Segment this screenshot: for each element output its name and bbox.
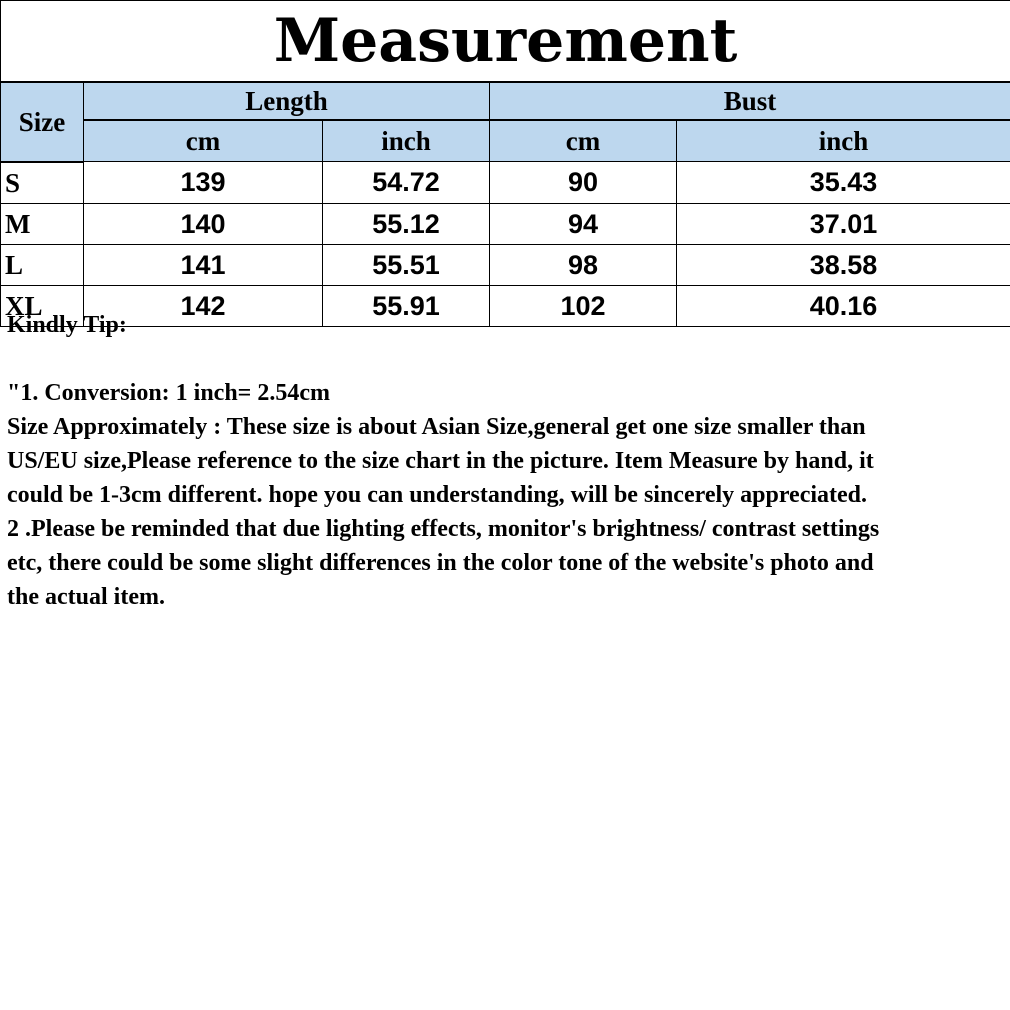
- length-inch-header: inch: [323, 120, 490, 162]
- bust-cm-cell: 90: [490, 162, 677, 204]
- table-row: [1, 203, 1010, 244]
- bust-inch-cell: 38.58: [677, 244, 1010, 285]
- tip-line: could be 1-3cm different. hope you can understanding, will be sincerely appreciated.: [7, 482, 868, 508]
- length-group-header: Length: [84, 82, 490, 120]
- bust-group-header: Bust: [490, 82, 1010, 120]
- tip-line: etc, there could be some slight differences in the color tone of the website's photo and: [7, 550, 874, 576]
- chart-title: Measurement: [1, 1, 1010, 83]
- bust-inch-header: inch: [677, 120, 1010, 162]
- bust-cm-header: cm: [490, 120, 677, 162]
- tip-line: "1. Conversion: 1 inch= 2.54cm: [7, 380, 330, 406]
- bust-inch-cell: 35.43: [677, 162, 1010, 204]
- length-inch-cell: 55.91: [323, 285, 490, 326]
- length-cm-cell: 142: [84, 285, 323, 326]
- bust-cm-cell: 98: [490, 244, 677, 285]
- size-cell: S: [1, 162, 84, 204]
- length-inch-cell: 55.51: [323, 244, 490, 285]
- size-cell: M: [1, 203, 84, 244]
- length-cm-header: cm: [84, 120, 323, 162]
- size-cell: L: [1, 244, 84, 285]
- length-inch-cell: 54.72: [323, 162, 490, 204]
- size-chart-table: [0, 0, 1010, 327]
- kindly-tip-section: [7, 308, 1007, 614]
- bust-inch-cell: 37.01: [677, 203, 1010, 244]
- tip-line: the actual item.: [7, 584, 165, 610]
- tip-heading: Kindly Tip:: [7, 312, 127, 338]
- table-row: [1, 244, 1010, 285]
- table-row: [1, 162, 1010, 204]
- tip-line: Size Approximately : These size is about Asian Size,general get one size smaller than: [7, 414, 866, 440]
- length-cm-cell: 139: [84, 162, 323, 204]
- bust-inch-cell: 40.16: [677, 285, 1010, 326]
- tip-line: US/EU size,Please reference to the size chart in the picture. Item Measure by hand, it: [7, 448, 874, 474]
- length-inch-cell: 55.12: [323, 203, 490, 244]
- bust-cm-cell: 102: [490, 285, 677, 326]
- tip-spacer: [7, 342, 1007, 376]
- size-cell: XL: [1, 285, 84, 326]
- bust-cm-cell: 94: [490, 203, 677, 244]
- length-cm-cell: 141: [84, 244, 323, 285]
- length-cm-cell: 140: [84, 203, 323, 244]
- tip-line: 2 .Please be reminded that due lighting effects, monitor's brightness/ contrast settings: [7, 516, 880, 542]
- size-column-header: Size: [1, 82, 84, 162]
